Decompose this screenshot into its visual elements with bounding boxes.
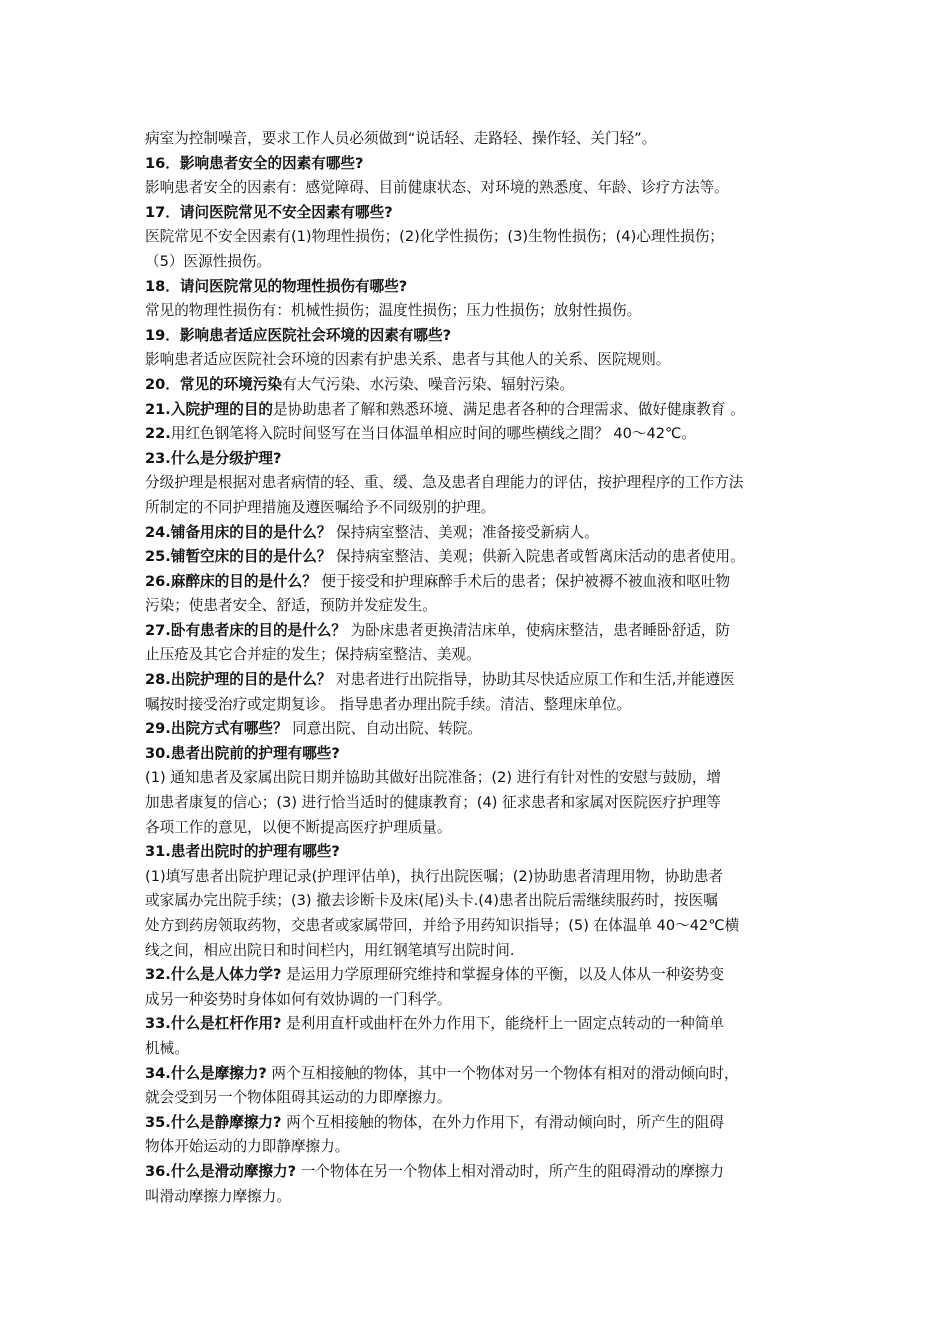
answer-31-line-2: 或家属办完出院手续；(3) 撤去诊断卡及床(尾)头卡.(4)患者出院后需继续服药时，按医嘱 [145, 892, 718, 910]
answer-21: 是协助患者了解和熟悉环境、满足患者各种的合理需求、做好健康教育 。 [273, 400, 745, 418]
answer-27-line-1: 为卧床患者更换清洁床单，使病床整洁，患者睡卧舒适，防 [345, 621, 731, 639]
question-31: 31.患者出院时的护理有哪些? [145, 843, 340, 861]
answer-32-line-1: 是运用力学原理研究维持和掌握身体的平衡，以及人体从一种姿势变 [281, 966, 724, 984]
answer-19: 影响患者适应医院社会环境的因素有护患关系、患者与其他人的关系、医院规则。 [145, 351, 671, 369]
question-22: 22. [145, 425, 171, 443]
question-16: 16．影响患者安全的因素有哪些? [145, 154, 364, 172]
qa-21 [145, 398, 813, 423]
qa-24 [145, 521, 813, 546]
qa-20 [145, 373, 813, 398]
answer-22: 用红色钢笔将入院时间竖写在当日体温单相应时间的哪些横线之間？ 40～42℃。 [170, 425, 697, 443]
qa-32 [145, 963, 813, 988]
question-24: 24.铺备用床的目的是什么？ [145, 523, 332, 541]
question-21: 21.入院护理的目的 [145, 400, 274, 418]
question-25: 25.铺暂空床的目的是什么？ [145, 548, 332, 566]
answer-36-line-2: 叫滑动摩擦力摩擦力。 [145, 1187, 291, 1205]
qa-29 [145, 717, 813, 742]
answer-31-line-3: 处方到药房领取药物，交患者或家属带回，并给予用药知识指导；(5) 在体温单 40～42℃横 [145, 917, 740, 934]
question-32: 32.什么是人体力学? [145, 966, 282, 984]
qa-25 [145, 545, 813, 570]
answer-27-line-2: 止压疮及其它合并症的发生；保持病室整洁、美观。 [145, 646, 481, 664]
question-30: 30.患者出院前的护理有哪些? [145, 744, 340, 762]
answer-16: 影响患者安全的因素有：感觉障碍、目前健康状态、对环境的熟悉度、年龄、诊疗方法等。 [145, 179, 729, 197]
answer-31-line-1: (1)填写患者出院护理记录(护理评估单)，执行出院医嘱；(2)协助患者清理用物，协助患者 [145, 867, 724, 885]
answer-25: 保持病室整洁、美观；供新入院患者或暂离床活动的患者使用。 [331, 548, 745, 566]
question-29: 29.出院方式有哪些？ [145, 720, 288, 738]
answer-33-line-2: 机械。 [145, 1039, 189, 1057]
qa-22 [145, 422, 813, 447]
answer-20: 有大气污染、水污染、噪音污染、辐射污染。 [282, 375, 574, 393]
qa-34 [145, 1062, 813, 1087]
question-28: 28.出院护理的目的是什么？ [145, 671, 332, 689]
qa-26 [145, 570, 813, 595]
question-23: 23.什么是分级护理? [145, 449, 282, 467]
intro-text: 病室为控制噪音，要求工作人员必须做到“说话轻、走路轻、操作轻、关门轻”。 [145, 130, 657, 147]
answer-34-line-2: 就会受到另一个物体阻碍其运动的力即摩擦力。 [145, 1089, 452, 1107]
question-35: 35.什么是静摩擦力? [145, 1113, 282, 1131]
question-20: 20．常见的环境污染 [145, 375, 283, 393]
answer-26-line-2: 污染；使患者安全、舒适，预防并发症发生。 [145, 597, 437, 615]
answer-23-line-2: 所制定的不同护理措施及遵医嘱给予不同级别的护理。 [145, 498, 496, 516]
answer-23-line-1: 分级护理是根据对患者病情的轻、重、缓、急及患者自理能力的评估，按护理程序的工作方法 [145, 474, 744, 492]
answer-30-line-1: (1) 通知患者及家属出院日期并協助其做好出院准备；(2) 进行有针对性的安慰与鼓励，增 [145, 769, 722, 787]
answer-32-line-2: 成另一种姿势时身体如何有效协调的一门科学。 [145, 990, 452, 1008]
answer-18: 常见的物理性损伤有：机械性损伤；温度性损伤；压力性损伤；放射性损伤。 [145, 302, 642, 320]
qa-28 [145, 668, 813, 693]
answer-35-line-1: 两个互相接触的物体，在外力作用下，有滑动倾向时，所产生的阻碍 [281, 1113, 724, 1131]
answer-29: 同意出院、自动出院、转院。 [287, 720, 482, 738]
question-36: 36.什么是滑动摩擦力? [145, 1162, 297, 1180]
answer-26-line-1: 便于接受和护理麻醉手术后的患者；保护被褥不被血液和呕吐物 [316, 572, 731, 590]
answer-31-line-4: 线之间，相应出院日和时间栏内，用红钢笔填写出院时间. [145, 941, 515, 959]
question-18: 18．请问医院常见的物理性损伤有哪些? [145, 277, 408, 295]
answer-28-line-1: 对患者进行出院指导，协助其尽快适应原工作和生活,并能遵医 [331, 671, 735, 689]
answer-36-line-1: 一个物体在另一个物体上相对滑动时，所产生的阻碍滑动的摩擦力 [296, 1162, 724, 1180]
answer-28-line-2: 嘱按时接受治疗或定期复诊。 指导患者办理出院手续。清洁、整理床单位。 [145, 695, 632, 713]
question-19: 19．影响患者适应医院社会环境的因素有哪些? [145, 326, 452, 344]
qa-33 [145, 1012, 813, 1037]
answer-30-line-2: 加患者康复的信心；(3) 进行恰当适时的健康教育；(4) 征求患者和家属对医院医疗护理等 [145, 794, 722, 812]
question-27: 27.卧有患者床的目的是什么？ [145, 621, 346, 639]
document-page [145, 127, 813, 1209]
answer-17-line-2: （5）医源性损伤。 [145, 252, 272, 270]
question-26: 26.麻醉床的目的是什么？ [145, 572, 317, 590]
qa-36 [145, 1160, 813, 1185]
question-34: 34.什么是摩擦力? [145, 1064, 267, 1082]
question-33: 33.什么是杠杆作用? [145, 1015, 282, 1033]
answer-34-line-1: 两个互相接触的物体，其中一个物体对另一个物体有相对的滑动倾向时， [266, 1064, 739, 1082]
answer-30-line-3: 各项工作的意见，以便不断提高医疗护理质量。 [145, 818, 452, 836]
question-17: 17．请问医院常见不安全因素有哪些? [145, 203, 393, 221]
answer-24: 保持病室整洁、美观；准备接受新病人。 [331, 523, 599, 541]
answer-33-line-1: 是利用直杆或曲杆在外力作用下，能绕杆上一固定点转动的一种简单 [281, 1015, 724, 1033]
qa-27 [145, 619, 813, 644]
answer-17-line-1: 医院常见不安全因素有(1)物理性损伤；(2)化学性损伤；(3)生物性损伤；(4)心理性损伤； [145, 228, 724, 246]
answer-35-line-2: 物体开始运动的力即静摩擦力。 [145, 1138, 350, 1156]
qa-35 [145, 1111, 813, 1136]
